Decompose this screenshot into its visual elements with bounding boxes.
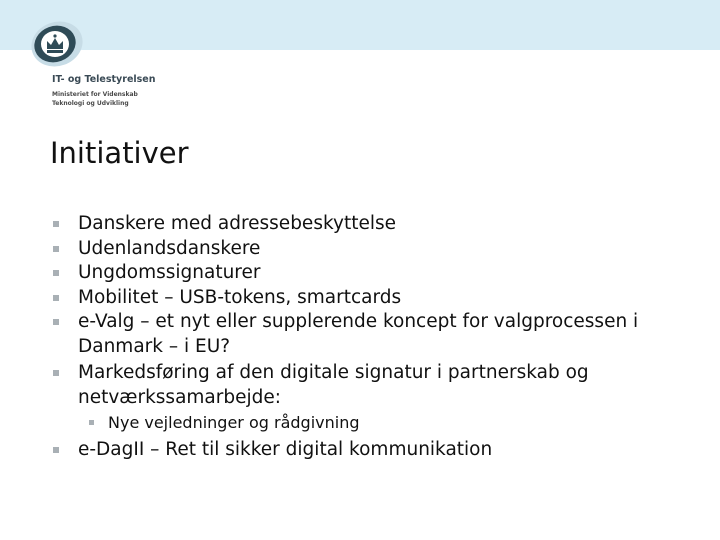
slide-title: Initiativer [50, 136, 189, 170]
square-bullet-icon [53, 295, 59, 301]
bullet-item [50, 261, 670, 286]
square-bullet-icon [53, 319, 59, 325]
square-bullet-icon [53, 447, 59, 453]
bullet-text: Udenlandsdanskere [78, 237, 261, 259]
header-band [0, 0, 720, 50]
bullet-text: Markedsføring af den digitale signatur i partnerskab og netværkssamarbejde: [78, 362, 589, 408]
bullet-item [50, 286, 670, 311]
square-bullet-icon [53, 270, 59, 276]
bullet-text: Ungdomssignaturer [78, 262, 261, 283]
bullet-text: e-Valg – et nyt eller supplerende koncept for valgprocessen i Danmark – i EU? [78, 311, 639, 357]
bullet-text: Mobilitet – USB-tokens, smartcards [78, 286, 402, 308]
sub-bullet-list [78, 412, 670, 434]
ministry-name [52, 90, 138, 108]
bullet-item [50, 438, 670, 463]
sub-bullet-text: Nye vejledninger og rådgivning [108, 413, 360, 432]
bullet-item [50, 310, 670, 359]
bullet-item [50, 361, 670, 434]
bullet-text: e-DagII – Ret til sikker digital kommunikation [78, 439, 493, 460]
sub-bullet-item [78, 412, 670, 434]
crown-emblem-icon [28, 20, 84, 68]
bullet-list [50, 212, 670, 465]
bullet-item [50, 237, 670, 262]
square-bullet-icon [53, 246, 59, 252]
ministry-line-1: Ministeriet for Videnskab [52, 91, 138, 98]
square-sub-bullet-icon [89, 420, 94, 425]
ministry-line-2: Teknologi og Udvikling [52, 100, 129, 107]
bullet-item [50, 212, 670, 237]
organization-name: IT- og Telestyrelsen [52, 74, 156, 85]
bullet-text: Danskere med adressebeskyttelse [78, 213, 397, 234]
square-bullet-icon [53, 370, 59, 376]
square-bullet-icon [53, 221, 59, 227]
